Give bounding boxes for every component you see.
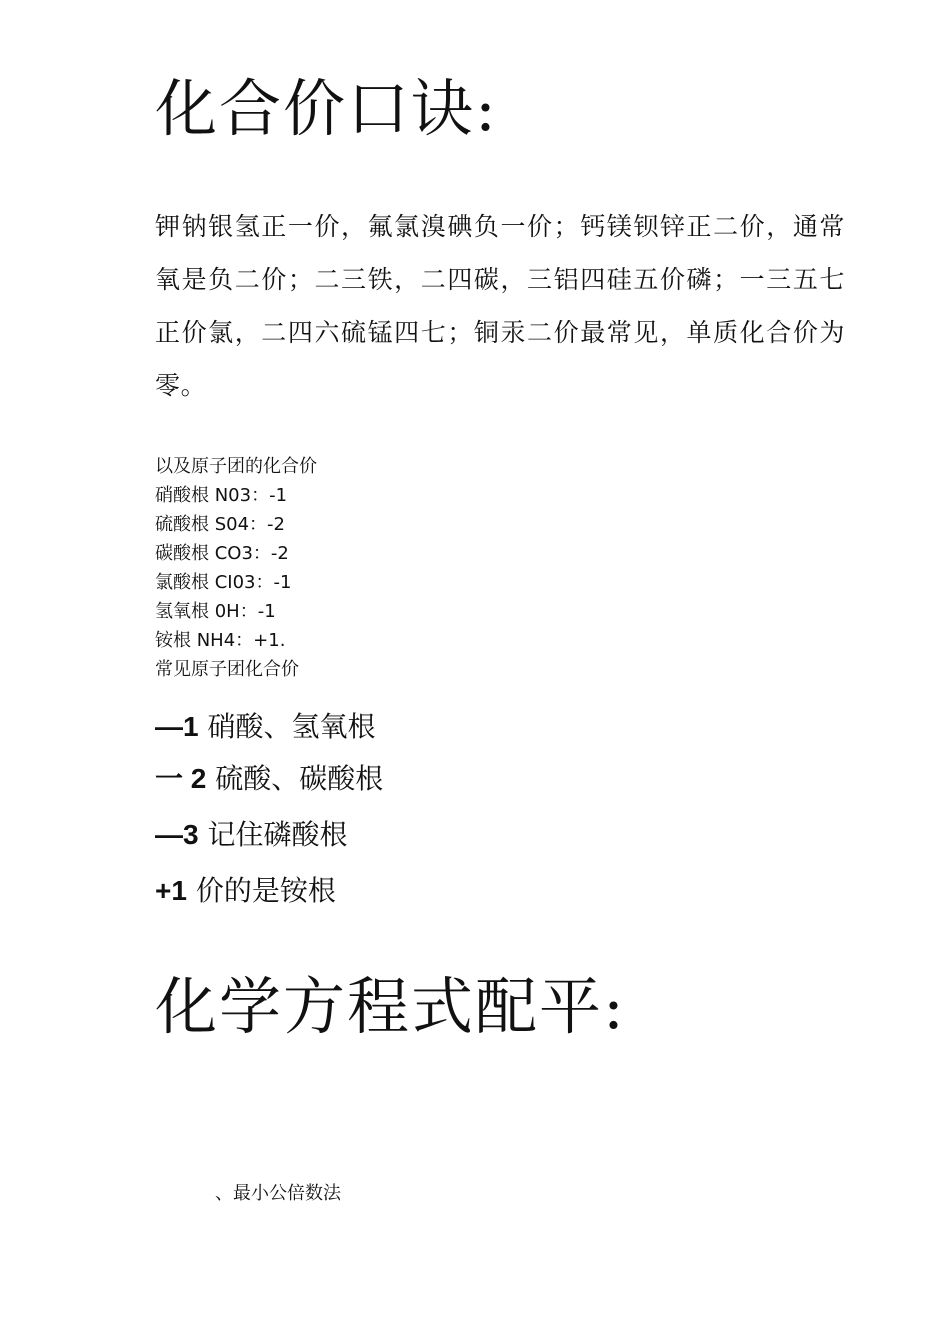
list-item: 氢氧根 0H：-1 <box>155 601 276 622</box>
radical-valence-list <box>155 452 317 684</box>
page-title: 化合价口诀: <box>155 72 498 145</box>
list-item <box>155 869 383 921</box>
list-item: 铵根 NH4：+1. <box>155 630 286 651</box>
mnemonic-text: 记住磷酸根 <box>198 818 348 851</box>
list-item: 以及原子团的化合价 <box>155 456 317 477</box>
list-item: 常见原子团化合价 <box>155 659 299 680</box>
valence-mnemonic-paragraph: 钾钠银氢正一价，氟氯溴碘负一价；钙镁钡锌正二价，通常氧是负二价；二三铁，二四碳，三铝四硅五价磷；一三五七正价氯，二四六硫锰四七；铜汞二价最常见，单质化合价为零。 <box>155 212 845 400</box>
valence-number: 一 2 <box>155 763 207 794</box>
radical-mnemonic-list <box>155 705 383 921</box>
mnemonic-text: 硝酸、氢氧根 <box>198 710 376 743</box>
method-item: 、最小公倍数法 <box>215 1183 341 1204</box>
list-item <box>155 757 383 813</box>
valence-number: +1 <box>155 875 187 906</box>
list-item: 碳酸根 CO3：-2 <box>155 543 289 564</box>
list-item: 硝酸根 N03：-1 <box>155 485 288 506</box>
mnemonic-text: 硫酸、碳酸根 <box>206 762 384 795</box>
section-title: 化学方程式配平: <box>155 970 626 1043</box>
valence-number: —1 <box>155 711 199 742</box>
list-item <box>155 813 383 869</box>
mnemonic-text: 价的是铵根 <box>186 874 336 907</box>
list-item: 硫酸根 S04：-2 <box>155 514 285 535</box>
list-item <box>155 705 383 757</box>
valence-number: —3 <box>155 819 199 850</box>
list-item: 氯酸根 CI03：-1 <box>155 572 292 593</box>
